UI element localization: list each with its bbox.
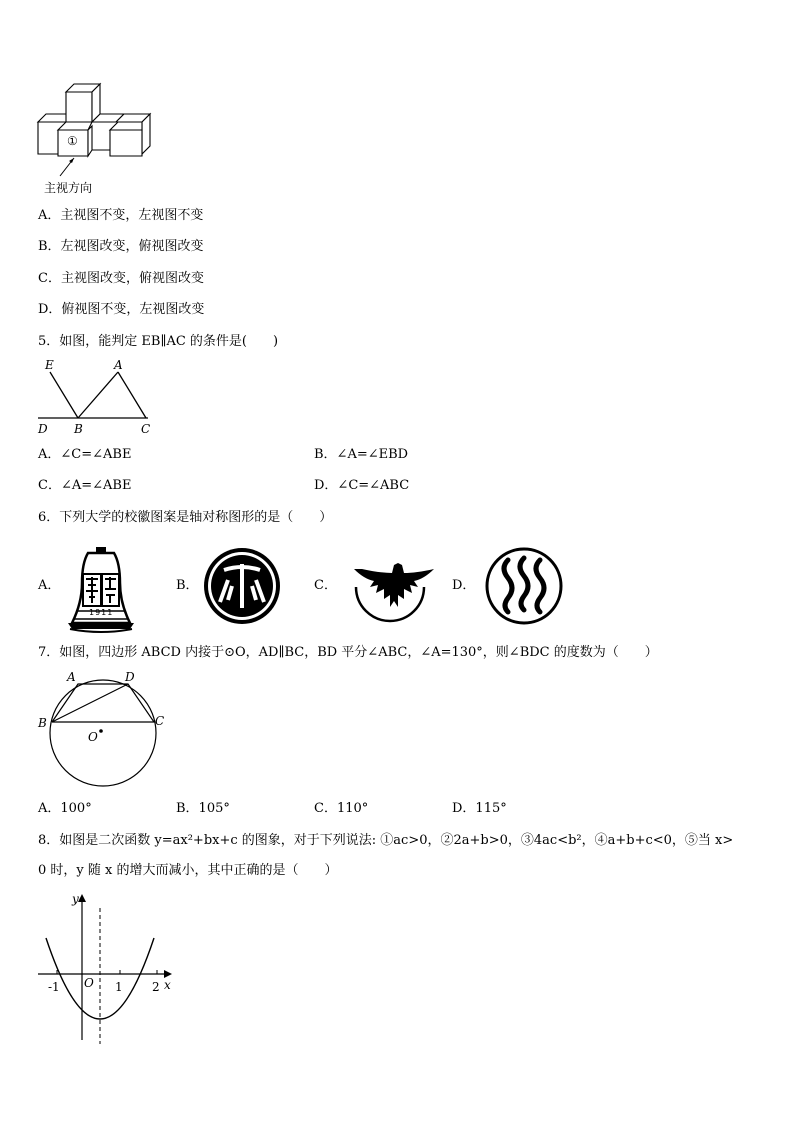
- q7-option-d: D．115°: [452, 801, 507, 816]
- q4-option-b: B．左视图改变，俯视图改变: [38, 239, 204, 254]
- q5-label-b: B: [74, 422, 83, 436]
- peking-badge-icon: [202, 546, 282, 626]
- q5-option-a: A．∠C=∠ABE: [38, 447, 132, 462]
- eagle-badge-icon: [346, 547, 434, 623]
- q7-label-a: A: [67, 670, 76, 684]
- cube-mark: ①: [67, 134, 78, 148]
- view-direction-caption: 主视方向: [44, 181, 93, 195]
- parabola-graph: [36, 890, 176, 1050]
- graph-label-x: x: [164, 978, 171, 992]
- q7-option-a: A．100°: [38, 801, 92, 816]
- q7-label-c: C: [155, 714, 165, 728]
- q6-stem: 6．下列大学的校徽图案是轴对称图形的是（ ）: [38, 510, 333, 525]
- graph-label-y: y: [72, 892, 79, 906]
- q5-label-e: E: [45, 358, 54, 372]
- q5-label-c: C: [141, 422, 151, 436]
- inscribed-quad-figure: [36, 668, 166, 796]
- badge-d: [484, 546, 564, 626]
- q6-option-a: A．: [38, 578, 61, 593]
- q5-option-d: D．∠C=∠ABC: [314, 478, 410, 493]
- q7-option-b: B．105°: [176, 801, 230, 816]
- q7-label-d: D: [125, 670, 135, 684]
- badge-a-year: 1911: [89, 608, 114, 617]
- q6-option-b: B．: [176, 578, 199, 593]
- q7-label-b: B: [38, 716, 47, 730]
- badge-c: [346, 547, 434, 623]
- graph-label-two: 2: [152, 980, 160, 994]
- q7-option-c: C．110°: [314, 801, 369, 816]
- q5-figure: [36, 358, 156, 438]
- q8-stem-line2: 0 时，y 随 x 的增大而减小，其中正确的是（ ）: [38, 863, 338, 878]
- q5-option-b: B．∠A=∠EBD: [314, 447, 409, 462]
- q4-option-a: A．主视图不变，左视图不变: [38, 208, 204, 223]
- q6-option-d: D．: [452, 578, 476, 593]
- q5-option-c: C．∠A=∠ABE: [38, 478, 132, 493]
- badge-b: [202, 546, 282, 626]
- angle-figure: [36, 358, 156, 438]
- q7-label-o: O: [88, 730, 98, 744]
- q7-figure: [36, 668, 166, 796]
- graph-label-origin: O: [84, 976, 94, 990]
- q5-stem: 5．如图，能判定 EB∥AC 的条件是( ): [38, 334, 279, 349]
- bell-badge-icon: [66, 543, 136, 635]
- q8-stem-line1: 8．如图是二次函数 y=ax²+bx+c 的图象，对于下列说法: ①ac>0，②2a+b>0，③4ac<b²，④a+b+c<0，⑤当 x>: [38, 833, 734, 848]
- q6-option-c: C．: [314, 578, 337, 593]
- q5-label-a: A: [114, 358, 123, 372]
- parabola-drawing: [36, 890, 176, 1050]
- graph-label-one: 1: [115, 980, 123, 994]
- q4-option-c: C．主视图改变，俯视图改变: [38, 271, 204, 286]
- wave-badge-icon: [484, 546, 564, 626]
- q4-option-d: D．俯视图不变，左视图改变: [38, 302, 205, 317]
- badge-a: [66, 543, 136, 635]
- graph-label-neg1: -1: [48, 980, 60, 994]
- q7-stem: 7．如图，四边形 ABCD 内接于⊙O，AD∥BC，BD 平分∠ABC，∠A=130°，则∠BDC 的度数为（ ）: [38, 645, 658, 660]
- q5-label-d: D: [38, 422, 48, 436]
